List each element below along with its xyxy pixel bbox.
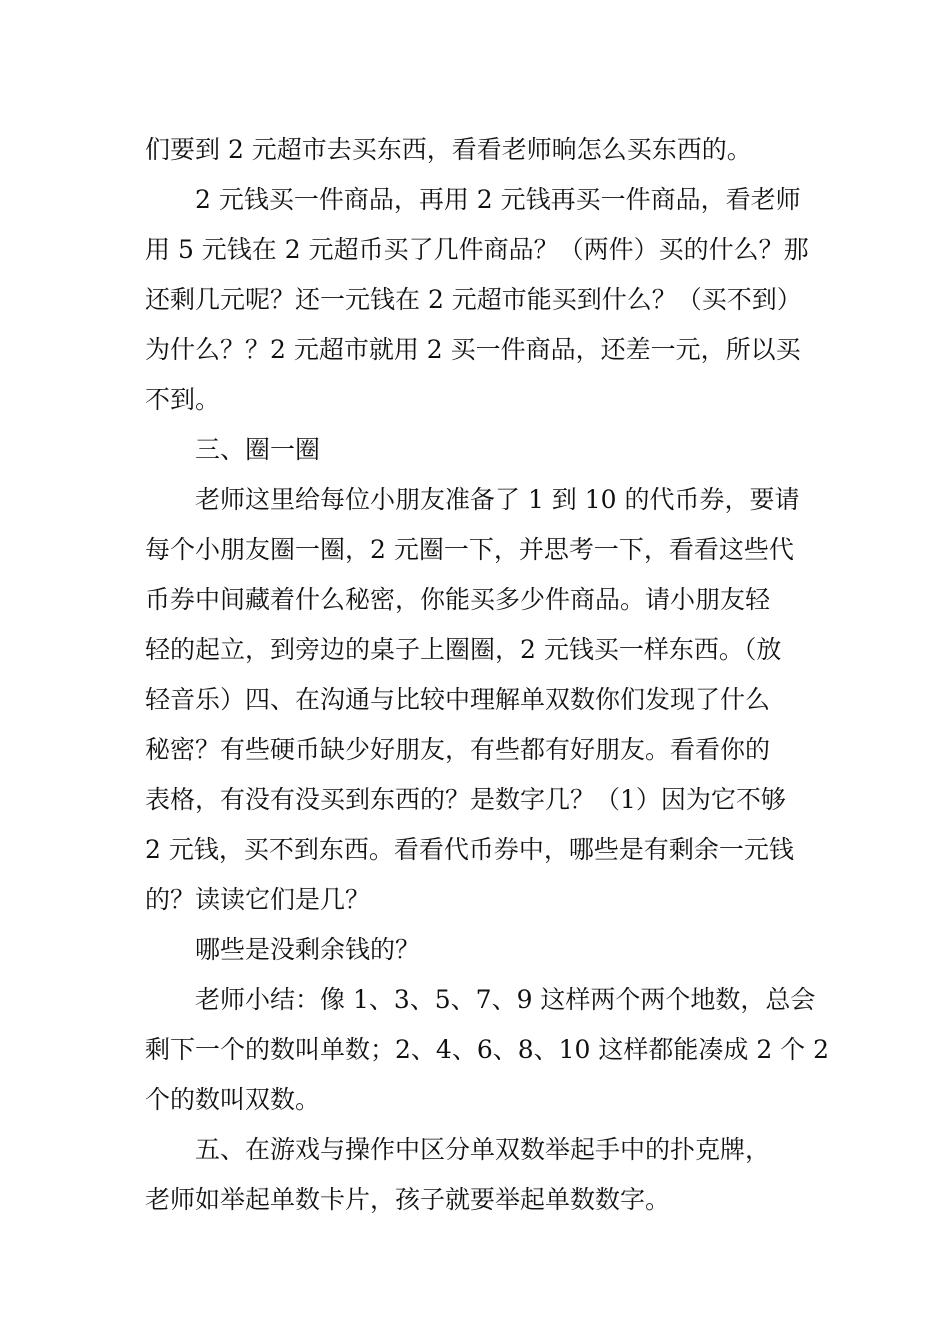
paragraph-7 [145,1125,810,1225]
text-line: 老师如举起单数卡片，孩子就要举起单数数字。 [145,1185,671,1214]
text-line: 三、圈一圈 [195,435,321,464]
text-line: 秘密？有些硬币缺少好朋友，有些都有好朋友。看看你的 [145,735,771,764]
paragraph-5 [145,925,810,975]
paragraph-2 [145,175,810,425]
text-line: 表格，有没有没买到东西的？是数字几？（1）因为它不够 [145,785,786,814]
text-line: 币券中间藏着什么秘密，你能买多少件商品。请小朋友轻 [145,585,771,614]
text-line: 的？读读它们是几？ [145,885,371,914]
text-line: 五、在游戏与操作中区分单双数举起手中的扑克牌， [195,1135,771,1164]
paragraph-1 [145,125,810,175]
text-line: 不到。 [145,385,221,414]
text-line: 还剩几元呢？还一元钱在 2 元超市能买到什么？（买不到） [145,285,802,314]
text-line: 用 5 元钱在 2 元超币买了几件商品？（两件）买的什么？那 [145,235,809,264]
text-line: 为什么？？2 元超市就用 2 买一件商品，还差一元，所以买 [145,335,801,364]
paragraph-6 [145,975,830,1125]
text-line: 老师这里给每位小朋友准备了 1 到 10 的代币券，要请 [195,485,800,514]
text-line: 哪些是没剩余钱的？ [195,935,421,964]
text-line: 2 元钱买一件商品，再用 2 元钱再买一件商品，看老师 [195,185,801,214]
paragraph-4 [145,475,810,925]
document-body [145,125,830,1225]
text-line: 2 元钱，买不到东西。看看代币券中，哪些是有剩余一元钱 [145,835,794,864]
text-line: 剩下一个的数叫单数；2、4、6、8、10 这样都能凑成 2 个 2 [145,1035,830,1064]
text-line: 个的数叫双数。 [145,1085,321,1114]
section-heading-3 [145,425,810,475]
text-line: 们要到 2 元超市去买东西，看看老师晌怎么买东西的。 [145,135,752,164]
text-line: 老师小结：像 1、3、5、7、9 这样两个两个地数，总会 [195,985,816,1014]
text-line: 每个小朋友圈一圈，2 元圈一下，并思考一下，看看这些代 [145,535,794,564]
text-line: 轻音乐）四、在沟通与比较中理解单双数你们发现了什么 [145,685,771,714]
text-line: 轻的起立，到旁边的桌子上圈圈，2 元钱买一样东西。（放 [145,635,782,664]
